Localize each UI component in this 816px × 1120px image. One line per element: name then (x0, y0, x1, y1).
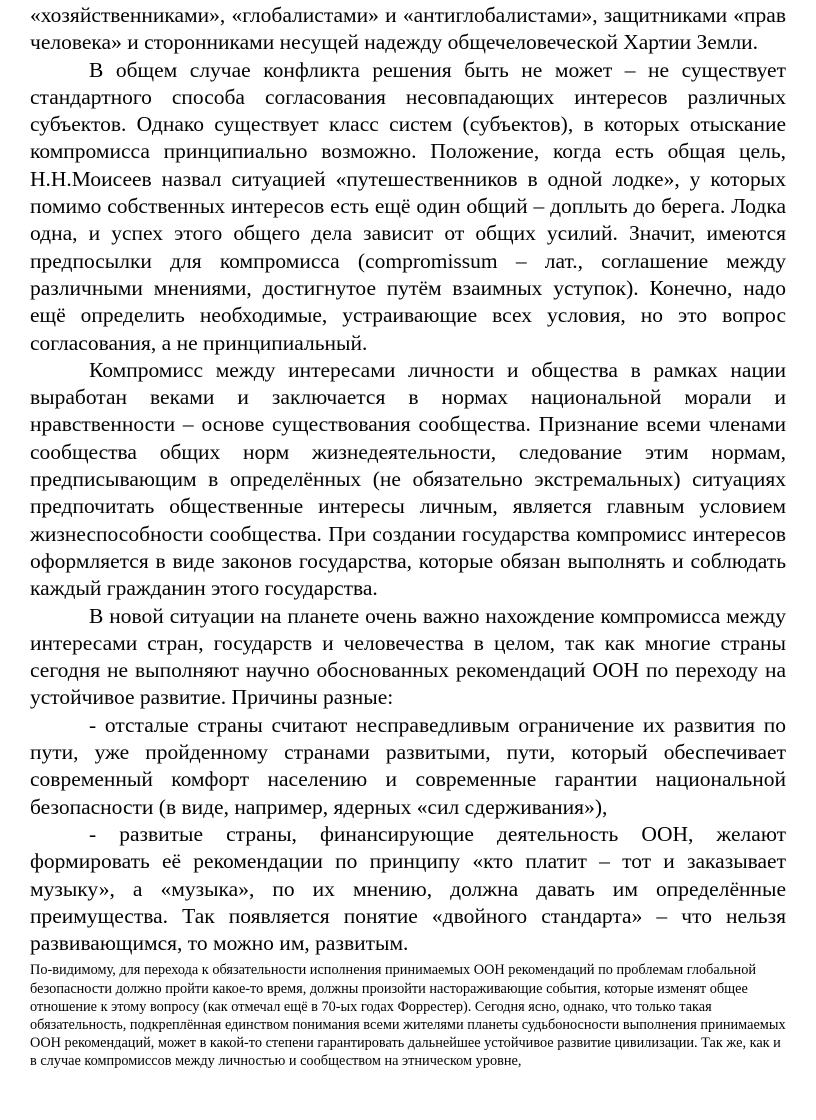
paragraph-6: - развитые страны, финансирующие деятельность ООН, желают формировать её рекомендации по принципу «кто платит – тот и заказывает музыку», а «музыка», по их мнению, должна давать им определённые преимущества. Так появляется понятие «двойного стандарта» – что нельзя развивающимся, то можно им, развитым. (30, 821, 786, 956)
small-paragraph: По-видимому, для перехода к обязательности исполнения принимаемых ООН рекомендаций по проблемам глобальной безопасности должно пройти какое-то время, должны произойти настораживающие события, которые изменят общее отношение к этому вопросу (как отмечал ещё в 70-ых годах Форрестер). Сегодня ясно, однако, что только такая обязательность, подкреплённая единством понимания всеми жителями планеты судьбоносности выполнения принимаемых ООН рекомендаций, может в какой-то степени гарантировать дальнейшее устойчивое развитие цивилизации. Так же, как и в случае компромиссов между личностью и сообществом на этническом уровне, (30, 962, 786, 1070)
main-text (30, 2, 786, 957)
small-text-block (30, 961, 786, 1070)
paragraph-1: «хозяйственниками», «глобалистами» и «антиглобалистами», защитниками «прав человека» и сторонниками несущей надежду общечеловеческой Хартии Земли. (30, 3, 786, 55)
paragraph-5: - отсталые страны считают несправедливым ограничение их развития по пути, уже пройденному странами развитыми, пути, который обеспечивает современный комфорт населению и современные гарантии национальной безопасности (в виде, например, ядерных «сил сдерживания»), (30, 712, 786, 819)
paragraph-2: В общем случае конфликта решения быть не может – не существует стандартного способа согласования несовпадающих интересов различных субъектов. Однако существует класс систем (субъектов), в которых отыскание компромисса принципиально возможно. Положение, когда есть общая цель, Н.Н.Моисеев назвал ситуацией «путешественников в одной лодке», у которых помимо собственных интересов есть ещё один общий – доплыть до берега. Лодка одна, и успех этого общего дела зависит от общих усилий. Значит, имеются предпосылки для компромисса (compromissum – лат., соглашение между различными мнениями, достигнутое путём взаимных уступок). Конечно, надо ещё определить необходимые, устраивающие всех условия, но это вопрос согласования, а не принципиальный. (30, 57, 786, 355)
paragraph-4: В новой ситуации на планете очень важно нахождение компромисса между интересами стран, государств и человечества в целом, так как многие страны сегодня не выполняют научно обоснованных рекомендаций ООН по переходу на устойчивое развитие. Причины разные: (30, 603, 786, 710)
paragraph-3: Компромисс между интересами личности и общества в рамках нации выработан веками и заключается в нормах национальной морали и нравственности – основе существования сообщества. Признание всеми членами сообщества общих норм жизнедеятельности, следование этим нормам, предписывающим в определённых (не обязательно экстремальных) ситуациях предпочитать общественные интересы личным, является главным условием жизнеспособности сообщества. При создании государства компромисс интересов оформляется в виде законов государства, которые обязан выполнять и соблюдать каждый гражданин этого государства. (30, 357, 786, 601)
